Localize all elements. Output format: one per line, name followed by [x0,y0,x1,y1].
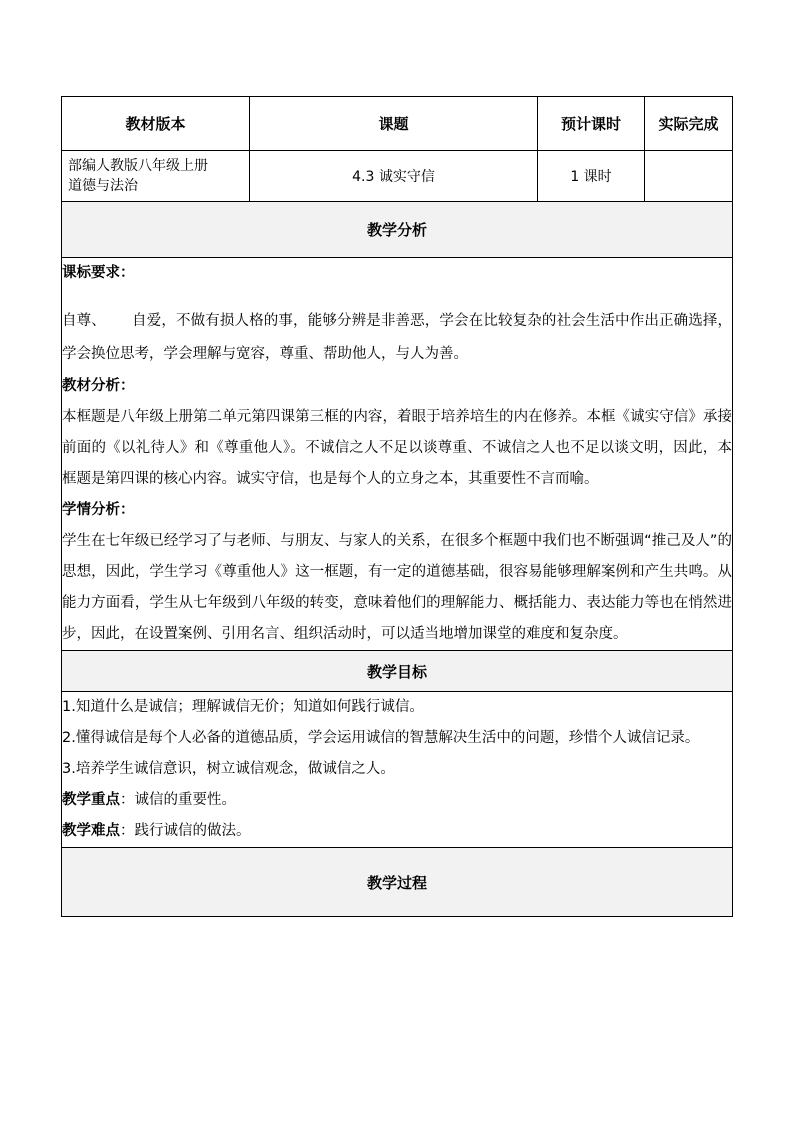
process-band [62,848,733,917]
analysis-title: 教学分析 [62,202,733,258]
analysis-content [62,258,733,651]
actual-cell [645,151,733,202]
header-row [62,97,733,151]
header-planned-hours: 预计课时 [538,97,645,151]
objectives-title: 教学目标 [62,651,733,692]
topic-cell: 4.3 诚实守信 [250,151,538,202]
analysis-content-row [62,258,733,651]
textbook-label: 教材分析： [62,378,135,394]
info-row [62,151,733,202]
difficulty-label: 教学难点 [62,823,120,839]
objectives-content-row [62,692,733,848]
process-title: 教学过程 [62,848,733,917]
learner-label: 学情分析： [62,502,135,518]
textbook-text: 本框题是八年级上册第二单元第四课第三框的内容，着眼于培养培生的内在修养。本框《诚实守信》承接前面的《以礼待人》和《尊重他人》。不诚信之人不足以谈尊重、不诚信之人也不足以谈文明，因此，本框题是第四课的核心内容。诚实守信，也是每个人的立身之本，其重要性不言而喻。 [62,409,732,487]
edition-line-1: 部编人教版八年级上册 [68,158,208,174]
difficulty-text: ：践行诚信的做法。 [120,823,251,839]
key-point [62,785,732,816]
curriculum-text-a: 自尊、 [62,313,106,329]
key-point-text: ：诚信的重要性。 [120,792,236,808]
objectives-band [62,651,733,692]
objective-item-2: 2.懂得诚信是每个人必备的道德品质，学会运用诚信的智慧解决生活中的问题，珍惜个人诚信记录。 [62,730,700,746]
objective-item-1: 1.知道什么是诚信；理解诚信无价；知道如何践行诚信。 [62,699,424,715]
curriculum-text-b: 自爱，不做有损人格的事，能够分辨是非善恶，学会在比较复杂的社会生活中作出正确选择，学会换位思考，学会理解与宽容，尊重、帮助他人，与人为善。 [62,313,733,362]
header-edition: 教材版本 [62,97,250,151]
lesson-plan-table [61,96,733,917]
header-topic: 课题 [250,97,538,151]
objectives-content [62,692,733,848]
curriculum-label: 课标要求： [62,265,135,281]
learner-text: 学生在七年级已经学习了与老师、与朋友、与家人的关系，在很多个框题中我们也不断强调“推己及人”的思想，因此，学生学习《尊重他人》这一框题，有一定的道德基础，很容易能够理解案例和产生共鸣。从能力方面看，学生从七年级到八年级的转变，意味着他们的理解能力、概括能力、表达能力等也在悄然进步，因此，在设置案例、引用名言、组织活动时，可以适当地增加课堂的难度和复杂度。 [62,533,732,642]
difficulty-point [62,816,732,847]
edition-line-2: 道德与法治 [68,178,138,194]
analysis-band [62,202,733,258]
objective-item-3: 3.培养学生诚信意识，树立诚信观念，做诚信之人。 [62,761,395,777]
hours-cell: 1 课时 [538,151,645,202]
curriculum-text [62,305,732,371]
edition-cell [62,151,250,202]
header-actual: 实际完成 [645,97,733,151]
key-point-label: 教学重点 [62,792,120,808]
